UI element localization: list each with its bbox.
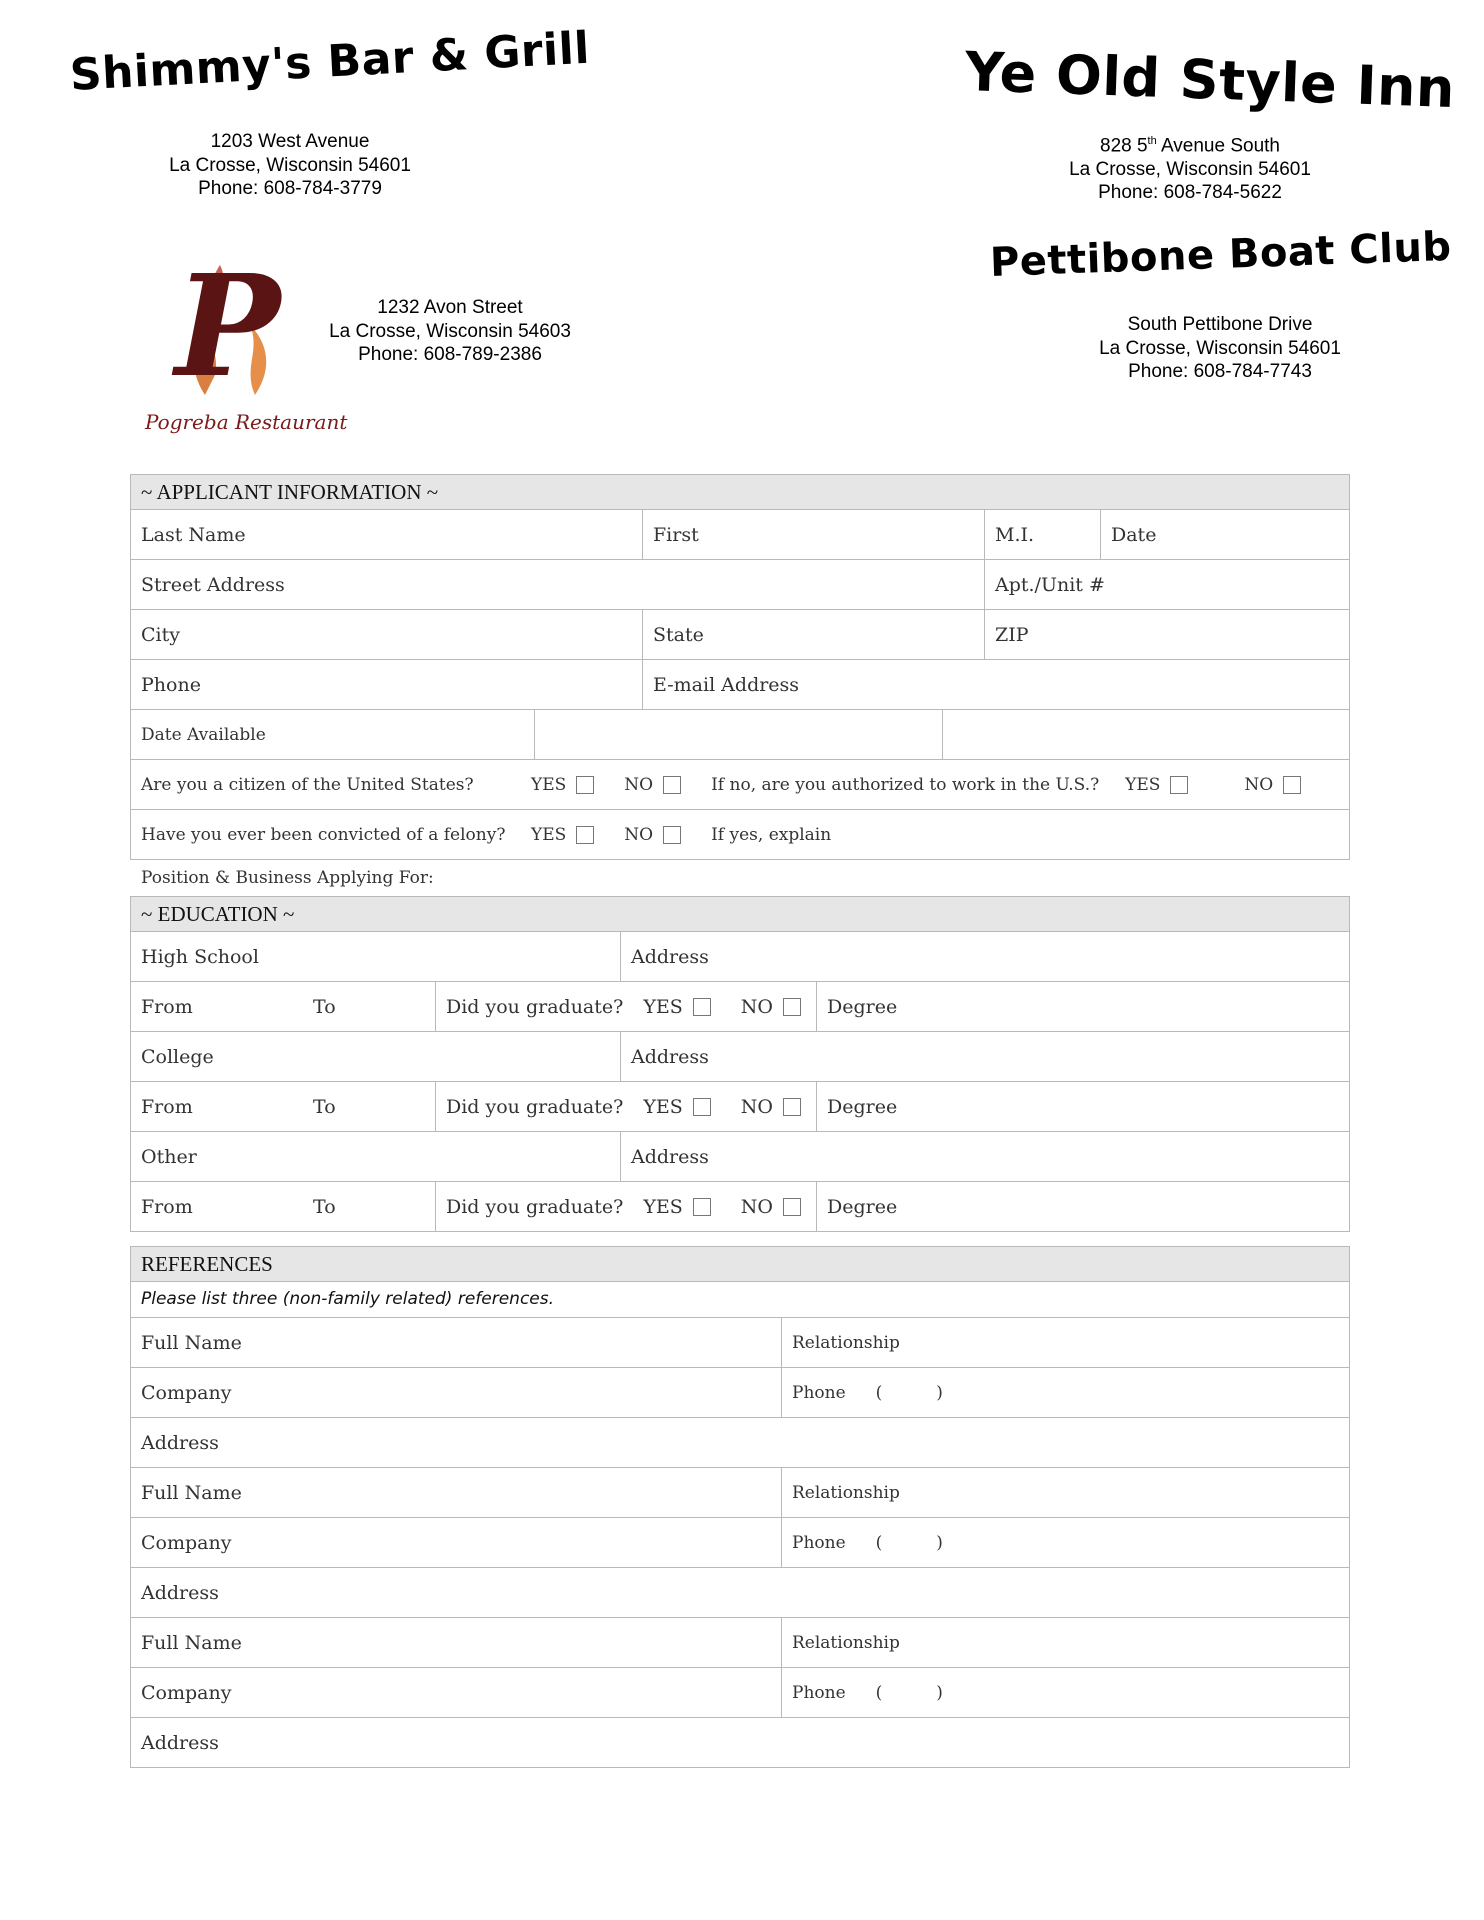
reference-1-address-field[interactable]: Address [141,1431,219,1454]
last-name-field[interactable]: Last Name [131,510,643,559]
reference-3-address-field[interactable]: Address [141,1731,219,1754]
high-school-dates-row [131,982,1349,1032]
ye-old-style-address-line1: 828 5th Avenue South [1100,135,1280,157]
education-header: ~ EDUCATION ~ [130,896,1350,932]
citizen-no-checkbox[interactable] [663,776,681,794]
references-note: Please list three (non-family related) references. [130,1282,1350,1318]
applicant-section [130,474,1350,1768]
pogreba-address [300,296,600,367]
college-address-field[interactable]: Address [631,1045,709,1068]
apt-unit-field[interactable]: Apt./Unit # [995,573,1105,596]
authorized-question-label: If no, are you authorized to work in the U.S.? [711,774,1100,795]
shimmys-phone: Phone: 608-784-3779 [198,178,382,199]
felony-no-label: NO [624,824,654,845]
felony-question [131,810,1349,859]
authorized-yes-label: YES [1125,774,1161,795]
reference-3-full-name-field[interactable]: Full Name [131,1618,782,1667]
authorized-no-label: NO [1244,774,1274,795]
reference-3-phone-field[interactable]: Phone ( ) [792,1682,943,1703]
shimmys-address-line2: La Crosse, Wisconsin 54601 [169,154,411,176]
citizen-row [131,760,1349,810]
other-school-field[interactable]: Other [131,1132,621,1181]
reference-2-relationship-field[interactable]: Relationship [792,1482,900,1503]
pettibone-phone: Phone: 608-784-7743 [1128,361,1312,382]
email-field[interactable]: E-mail Address [653,673,800,696]
shimmys-address-line1: 1203 West Avenue [210,131,370,152]
citizen-yes-label: YES [531,774,567,795]
reference-3-name-row [131,1618,1349,1668]
reference-1-name-row [131,1318,1349,1368]
reference-1-full-name-field[interactable]: Full Name [131,1318,782,1367]
high-school-graduate: Did you graduate? YES NO [436,982,817,1031]
applicant-grid [130,510,1350,860]
pogreba-logo-letter: P [175,245,281,409]
college-row [131,1032,1349,1082]
contact-row [131,660,1349,710]
mi-field[interactable]: M.I. [985,510,1101,559]
city-field[interactable]: City [131,610,643,659]
reference-2-name-row [131,1468,1349,1518]
other-dates-row [131,1182,1349,1232]
references-grid [130,1318,1350,1768]
reference-3-company-field[interactable]: Company [131,1668,782,1717]
other-graduate: Did you graduate? YES NO [436,1182,817,1231]
felony-no-checkbox[interactable] [663,826,681,844]
citizen-question-label: Are you a citizen of the United States? [141,774,474,795]
position-applying-label: Position & Business Applying For: [141,868,434,888]
felony-yes-label: YES [531,824,567,845]
city-row [131,610,1349,660]
other-address-field[interactable]: Address [631,1145,709,1168]
state-field[interactable]: State [643,610,985,659]
street-address-field[interactable]: Street Address [131,560,985,609]
reference-1-phone-field[interactable]: Phone ( ) [792,1382,943,1403]
ye-old-style-phone: Phone: 608-784-5622 [1098,182,1282,204]
pettibone-address-line2: La Crosse, Wisconsin 54601 [1099,337,1341,359]
reference-2-company-field[interactable]: Company [131,1518,782,1567]
felony-row [131,810,1349,860]
citizen-question [131,760,1349,809]
pettibone-logo: Pettibone Boat Club [989,223,1453,286]
felony-yes-checkbox[interactable] [576,826,594,844]
high-school-graduate-no-checkbox[interactable] [783,998,801,1016]
high-school-field[interactable]: High School [131,932,621,981]
first-name-field[interactable]: First [643,510,985,559]
college-graduate: Did you graduate? YES NO [436,1082,817,1131]
zip-field[interactable]: ZIP [995,623,1029,646]
pogreba-phone: Phone: 608-789-2386 [358,344,542,365]
felony-question-label: Have you ever been convicted of a felony? [141,824,506,845]
pogreba-logo-name: Pogreba Restaurant [145,410,348,434]
shimmys-logo: Shimmy's Bar & Grill [68,22,592,101]
college-field[interactable]: College [131,1032,621,1081]
other-from-to[interactable]: From To [131,1182,436,1231]
education-grid [130,932,1350,1232]
high-school-graduate-yes-checkbox[interactable] [693,998,711,1016]
citizen-no-label: NO [624,774,654,795]
other-degree-field[interactable]: Degree [827,1195,898,1218]
reference-1-address-row [131,1418,1349,1468]
reference-3-address-row [131,1718,1349,1768]
other-graduate-yes-checkbox[interactable] [693,1198,711,1216]
date-available-label: Date Available [131,710,535,759]
high-school-address-field[interactable]: Address [631,945,709,968]
ye-old-style-logo: Ye Old Style Inn [963,40,1457,121]
pogreba-address-line1: 1232 Avon Street [377,297,523,318]
date-field[interactable]: Date [1111,523,1157,546]
felony-explain-label: If yes, explain [711,824,832,845]
applicant-header: ~ APPLICANT INFORMATION ~ [130,474,1350,510]
reference-3-company-row [131,1668,1349,1718]
reference-2-company-row [131,1518,1349,1568]
pogreba-address-line2: La Crosse, Wisconsin 54603 [329,320,571,342]
ye-old-style-address [1040,130,1340,205]
reference-1-company-field[interactable]: Company [131,1368,782,1417]
references-header: REFERENCES [130,1246,1350,1282]
reference-2-full-name-field[interactable]: Full Name [131,1468,782,1517]
reference-1-company-row [131,1368,1349,1418]
shimmys-address [140,130,440,201]
high-school-degree-field[interactable]: Degree [827,995,898,1018]
college-graduate-no-checkbox[interactable] [783,1098,801,1116]
reference-2-address-row [131,1568,1349,1618]
pettibone-address [1070,313,1370,384]
authorized-yes-checkbox[interactable] [1170,776,1188,794]
other-row [131,1132,1349,1182]
reference-2-address-field[interactable]: Address [141,1581,219,1604]
name-row [131,510,1349,560]
authorized-no-checkbox[interactable] [1283,776,1301,794]
date-available-row [131,710,1349,760]
reference-1-relationship-field[interactable]: Relationship [792,1332,900,1353]
high-school-row [131,932,1349,982]
date-available-extra-field[interactable] [943,710,1349,759]
reference-2-phone-field[interactable]: Phone ( ) [792,1532,943,1553]
reference-3-relationship-field[interactable]: Relationship [792,1632,900,1653]
citizen-yes-checkbox[interactable] [576,776,594,794]
high-school-from-to[interactable]: From To [131,982,436,1031]
phone-field[interactable]: Phone [131,660,643,709]
ye-old-style-address-line2: La Crosse, Wisconsin 54601 [1069,158,1311,180]
college-from-to[interactable]: From To [131,1082,436,1131]
college-degree-field[interactable]: Degree [827,1095,898,1118]
street-row [131,560,1349,610]
pettibone-address-line1: South Pettibone Drive [1127,314,1313,335]
college-dates-row [131,1082,1349,1132]
college-graduate-yes-checkbox[interactable] [693,1098,711,1116]
date-available-field[interactable] [535,710,943,759]
other-graduate-no-checkbox[interactable] [783,1198,801,1216]
